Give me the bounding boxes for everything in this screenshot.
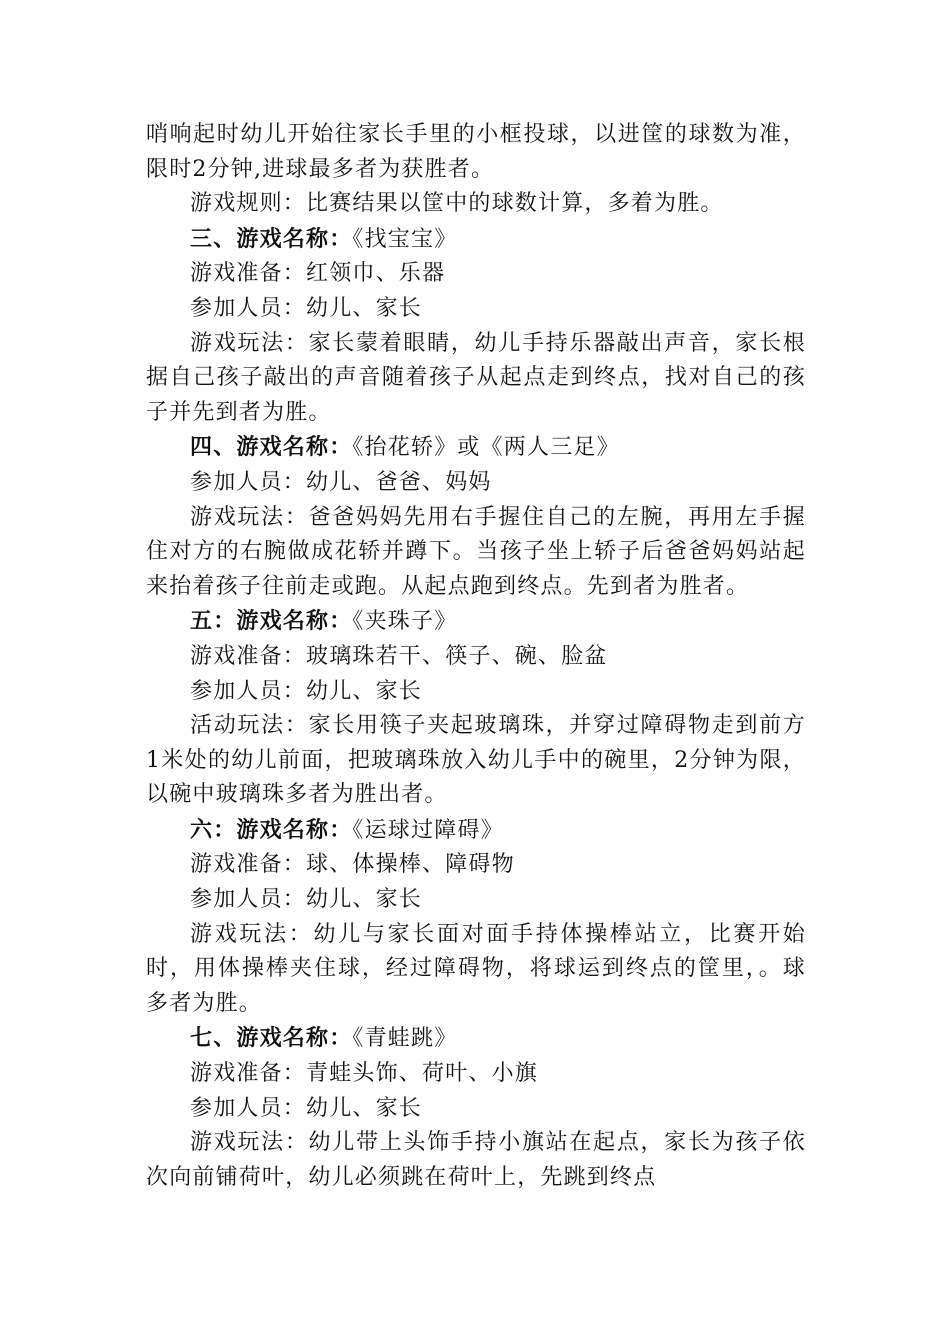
body-paragraph: 游戏玩法：家长蒙着眼睛，幼儿手持乐器敲出声音，家长根据自己孩子敲出的声音随着孩子从起点走到终点，找对自己的孩子并先到者为胜。: [146, 330, 806, 425]
section-heading-label: 三、游戏名称：: [190, 225, 353, 252]
section-heading: [146, 813, 806, 849]
body-paragraph: 参加人员：幼儿、家长: [190, 1095, 423, 1121]
body-paragraph: 哨响起时幼儿开始往家长手里的小框投球，以进筐的球数为准，限时2分钟,进球最多者为获胜者。: [146, 122, 806, 182]
section-heading-title: 《青蛙跳》: [352, 1026, 458, 1052]
body-paragraph: 参加人员：幼儿、家长: [190, 295, 423, 321]
body-paragraph: 参加人员：幼儿、家长: [190, 678, 423, 704]
section-heading: [146, 1021, 806, 1057]
section-heading-label: 六：游戏名称：: [190, 816, 353, 843]
body-paragraph: 游戏准备：玻璃珠若干、筷子、碗、脸盆: [190, 643, 608, 669]
body-paragraph: 参加人员：幼儿、家长: [190, 887, 423, 913]
body-paragraph: 游戏玩法：幼儿与家长面对面手持体操棒站立，比赛开始时，用体操棒夹住球，经过障碍物，将球运到终点的筐里，。球多者为胜。: [146, 921, 806, 1016]
section-heading: [146, 222, 806, 258]
section-heading-label: 七、游戏名称：: [190, 1025, 353, 1052]
body-paragraph: 游戏准备：青蛙头饰、荷叶、小旗: [190, 1061, 539, 1087]
section-heading-label: 四、游戏名称：: [190, 434, 353, 461]
body-paragraph: 游戏准备：球、体操棒、障碍物: [190, 852, 515, 878]
body-paragraph: 游戏准备：红领巾、乐器: [190, 261, 446, 287]
document-page: [146, 118, 806, 1195]
section-heading: [146, 430, 806, 466]
section-heading-label: 五：游戏名称：: [190, 608, 353, 635]
section-heading-title: 《夹珠子》: [352, 609, 458, 635]
section-heading-title: 《运球过障碍》: [352, 817, 504, 843]
body-paragraph: 游戏玩法：幼儿带上头饰手持小旗站在起点，家长为孩子依次向前铺荷叶，幼儿必须跳在荷叶上，先跳到终点: [146, 1130, 806, 1190]
section-heading-title: 《找宝宝》: [352, 226, 458, 252]
body-paragraph: 游戏玩法：爸爸妈妈先用右手握住自己的左腕，再用左手握住对方的右腕做成花轿并蹲下。当孩子坐上轿子后爸爸妈妈站起来抬着孩子往前走或跑。从起点跑到终点。先到者为胜者。: [146, 504, 806, 599]
section-heading: [146, 604, 806, 640]
body-paragraph: 参加人员：幼儿、爸爸、妈妈: [190, 469, 492, 495]
section-heading-title: 《抬花轿》或《两人三足》: [352, 435, 620, 461]
body-paragraph: 游戏规则：比赛结果以筐中的球数计算，多着为胜。: [190, 191, 724, 217]
body-paragraph: 活动玩法：家长用筷子夹起玻璃珠，并穿过障碍物走到前方1米处的幼儿前面，把玻璃珠放入幼儿手中的碗里，2分钟为限，以碗中玻璃珠多者为胜出者。: [146, 713, 806, 808]
